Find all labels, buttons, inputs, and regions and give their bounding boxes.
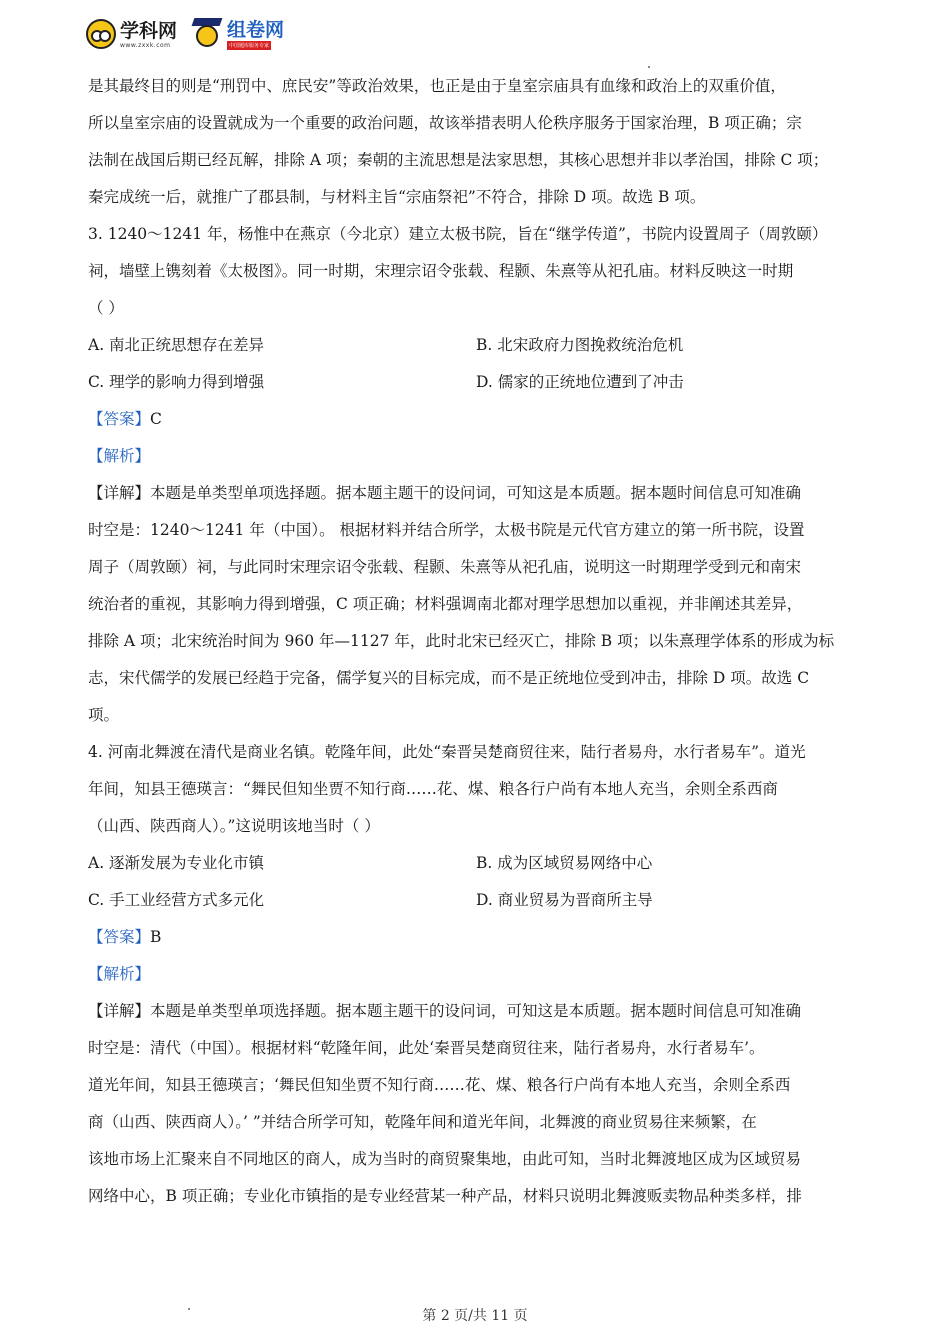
text-line: 所以皇室宗庙的设置就成为一个重要的政治问题，故该举措表明人伦秩序服务于国家治理，B 项正确；宗 [88,114,802,132]
question-3-analysis-label [88,446,863,483]
header-logos [86,12,284,56]
detail-line: 道光年间，知县王德瑛言；‘舞民但知坐贾不知行商……花、煤、粮各行户尚有本地人充当，余则全系西 [88,1076,791,1094]
option-c: C. 理学的影响力得到增强 [88,373,265,391]
option-b: B. 北宋政府力图挽救统治危机 [476,336,684,354]
xkw-brand [120,20,177,49]
zujuan-brand-name: 组卷网 [227,18,285,41]
speck-mark [648,66,650,68]
answer-label: 【答案】 [88,928,151,946]
xkw-brand-url: www.zxxk.com [120,41,171,49]
xkw-logo-icon [86,19,116,49]
analysis-label: 【解析】 [88,965,151,983]
detail-line: 该地市场上汇聚来自不同地区的商人，成为当时的商贸聚集地，由此可知，当时北舞渡地区成为区域贸易 [88,1150,802,1168]
question-3-options-row2 [88,372,863,409]
question-4-stem: 4. 河南北舞渡在清代是商业名镇。乾隆年间，此处“秦晋吴楚商贸往来，陆行者易舟，水行者易车”。道光 [88,743,806,761]
detail-line: 网络中心，B 项正确；专业化市镇指的是专业经营某一种产品，材料只说明北舞渡贩卖物品种类多样，排 [88,1187,802,1205]
zujuan-logo-icon [191,18,223,50]
answer-value: B [150,928,162,946]
question-4-stem: （山西、陕西商人）。”这说明该地当时（ ） [88,817,380,835]
page-number: 第 2 页/共 11 页 [422,1308,528,1324]
option-c: C. 手工业经营方式多元化 [88,891,265,909]
detail-line: 周子（周敦颐）祠，与此同时宋理宗诏令张载、程颢、朱熹等从祀孔庙，说明这一时期理学受到元和南宋 [88,558,802,576]
option-a: A. 南北正统思想存在差异 [88,336,265,354]
zujuan-brand-tag: 中国题库服务专家 [229,42,270,49]
text-line: 是其最终目的则是“刑罚中、庶民安”等政治效果，也正是由于皇室宗庙具有血缘和政治上的双重价值， [88,77,786,95]
analysis-label: 【解析】 [88,447,151,465]
detail-line: 【详解】本题是单类型单项选择题。据本题主题干的设问词，可知这是本质题。据本题时间信息可知准确 [88,484,802,502]
text-line: 秦完成统一后，就推广了郡县制，与材料主旨“宗庙祭祀”不符合，排除 D 项。故选 B 项。 [88,188,706,206]
detail-line: 排除 A 项；北宋统治时间为 960 年—1127 年，此时北宋已经灭亡，排除 B 项；以朱熹理学体系的形成为标 [88,632,835,650]
detail-line: 时空是：1240～1241 年（中国）。 根据材料并结合所学，太极书院是元代官方建立的第一所书院，设置 [88,521,805,539]
option-d: D. 商业贸易为晋商所主导 [476,891,653,909]
detail-line: 志，宋代儒学的发展已经趋于完备，儒学复兴的目标完成，而不是正统地位受到冲击，排除 D 项。故选 C [88,669,810,687]
xkw-brand-name: 学科网 [120,19,178,42]
question-3-stem: （ ） [88,299,124,317]
detail-line: 【详解】本题是单类型单项选择题。据本题主题干的设问词，可知这是本质题。据本题时间信息可知准确 [88,1002,802,1020]
question-4-options-row1 [88,853,863,890]
question-3-stem: 祠，墙壁上镌刻着《太极图》。同一时期，宋理宗诏令张载、程颢、朱熹等从祀孔庙。材料反映这一时期 [88,262,794,280]
detail-line: 项。 [88,706,120,724]
question-4-answer [88,927,863,964]
question-3-stem: 3. 1240～1241 年，杨惟中在燕京（今北京）建立太极书院，旨在“继学传道”，书院内设置周子（周敦颐） [88,225,828,243]
answer-label: 【答案】 [88,410,151,428]
text-line: 法制在战国后期已经瓦解，排除 A 项；秦朝的主流思想是法家思想，其核心思想并非以孝治国，排除 C 项； [88,151,829,169]
question-4-options-row2 [88,890,863,927]
option-a: A. 逐渐发展为专业化市镇 [88,854,265,872]
detail-line: 统治者的重视，其影响力得到增强，C 项正确；材料强调南北都对理学思想加以重视，并非阐述其差异， [88,595,803,613]
detail-line: 时空是：清代（中国）。根据材料“乾隆年间，此处‘秦晋吴楚商贸往来，陆行者易舟，水行者易车’。 [88,1039,765,1057]
option-b: B. 成为区域贸易网络中心 [476,854,653,872]
zujuan-brand [227,19,284,50]
answer-value: C [150,410,162,428]
question-3-options-row1 [88,335,863,372]
detail-line: 商（山西、陕西商人）。’ ”并结合所学可知，乾隆年间和道光年间，北舞渡的商业贸易往来频繁，在 [88,1113,757,1131]
question-3-answer [88,409,863,446]
document-body [88,76,863,1223]
option-d: D. 儒家的正统地位遭到了冲击 [476,373,684,391]
question-4-analysis-label [88,964,863,1001]
question-4-stem: 年间，知县王德瑛言：“舞民但知坐贾不知行商……花、煤、粮各行户尚有本地人充当，余则全系西商 [88,780,778,798]
